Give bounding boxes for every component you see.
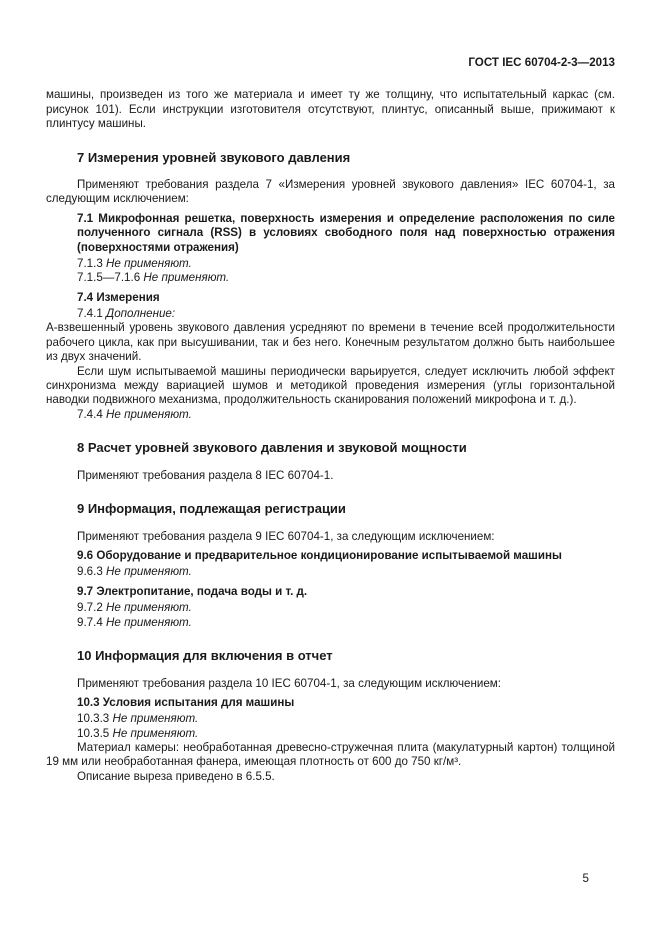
section-9-intro: Применяют требования раздела 9 IEC 60704-1, за следующим исключением:: [77, 529, 495, 543]
paragraph-noise-variation: Если шум испытываемой машины периодически варьируется, следует исключить любой эффект синхронизма между вариацией шумов и методикой проведения измерения (углы горизонтальной наводки подвижного механизма, продолжительность сканирования положений микрофона и т. д.).: [46, 364, 615, 407]
clause-note: Не применяют.: [106, 407, 192, 421]
page-number: 5: [582, 871, 589, 885]
clause-7-1-3: [46, 257, 615, 271]
subclause-7-4-title: 7.4 Измерения: [77, 290, 160, 304]
clause-note: Не применяют.: [112, 726, 199, 740]
subclause-9-6-title: 9.6 Оборудование и предварительное кондиционирование испытываемой машины: [77, 549, 562, 563]
clause-9-6-3: [46, 565, 615, 579]
clause-note: Не применяют.: [106, 601, 192, 615]
clause-note: Дополнение:: [106, 307, 176, 321]
subclause-10-3-title: 10.3 Условия испытания для машины: [77, 695, 295, 709]
paragraph-cutout-reference: Описание выреза приведено в 6.5.5.: [77, 769, 275, 783]
clause-7-4-1: [46, 307, 615, 321]
clause-9-7-2: [46, 601, 615, 615]
clause-10-3-5: [46, 727, 615, 741]
document-code-header: ГОСТ IEC 60704-2-3—2013: [468, 56, 615, 69]
section-8-heading: 8 Расчет уровней звукового давления и звуковой мощности: [77, 440, 467, 456]
clause-number: 7.1.3: [77, 256, 103, 270]
clause-note: Не применяют.: [106, 565, 192, 579]
subclause-7-1-title: 7.1 Микрофонная решетка, поверхность измерения и определение расположения по силе полученного сигнала (RSS) в условиях свободного поля над поверхностью отражения (поверхностями отражения): [77, 211, 615, 254]
clause-number: 10.3.3: [77, 712, 110, 726]
clause-10-3-3: [46, 712, 615, 726]
clause-note: Не применяют.: [106, 256, 192, 270]
clause-number: 7.1.5—7.1.6: [77, 271, 141, 285]
clause-7-4-4: [46, 408, 615, 422]
paragraph-chamber-material: Материал камеры: необработанная древесно-стружечная плита (макулатурный картон) толщиной 19 мм или необработанная фанера, имеющая плотность от 600 до 750 кг/м³.: [46, 741, 615, 769]
subclause-9-7-title: 9.7 Электропитание, подача воды и т. д.: [77, 584, 308, 598]
clause-9-7-4: [46, 616, 615, 630]
clause-note: Не применяют.: [106, 615, 192, 629]
paragraph-a-weighted: А-взвешенный уровень звукового давления усредняют по времени в течение всей продолжительности рабочего цикла, как при высушивании, так и без него. Конечным результатом должно быть наибольшее из двух значений.: [46, 321, 615, 364]
paragraph-continuation: машины, произведен из того же материала и имеет ту же толщину, что испытательный каркас (см. рисунок 101). Если инструкции изготовителя отсутствуют, плинтус, описанный выше, прижимают к плинтусу машины.: [46, 88, 615, 131]
clause-7-1-5-7-1-6: [46, 271, 615, 285]
clause-number: 7.4.4: [77, 407, 103, 421]
clause-number: 9.7.4: [77, 615, 103, 629]
clause-number: 9.6.3: [77, 565, 103, 579]
clause-note: Не применяют.: [143, 271, 230, 285]
section-10-intro: Применяют требования раздела 10 IEC 60704-1, за следующим исключением:: [77, 676, 501, 690]
clause-number: 10.3.5: [77, 726, 110, 740]
clause-number: 9.7.2: [77, 601, 103, 615]
section-7-heading: 7 Измерения уровней звукового давления: [77, 149, 351, 165]
section-9-heading: 9 Информация, подлежащая регистрации: [77, 501, 346, 517]
section-8-intro: Применяют требования раздела 8 IEC 60704-1.: [77, 468, 334, 482]
section-10-heading: 10 Информация для включения в отчет: [77, 647, 333, 663]
clause-note: Не применяют.: [112, 712, 199, 726]
clause-number: 7.4.1: [77, 307, 103, 321]
section-7-intro: Применяют требования раздела 7 «Измерения уровней звукового давления» IEC 60704-1, за следующим исключением:: [46, 178, 615, 206]
